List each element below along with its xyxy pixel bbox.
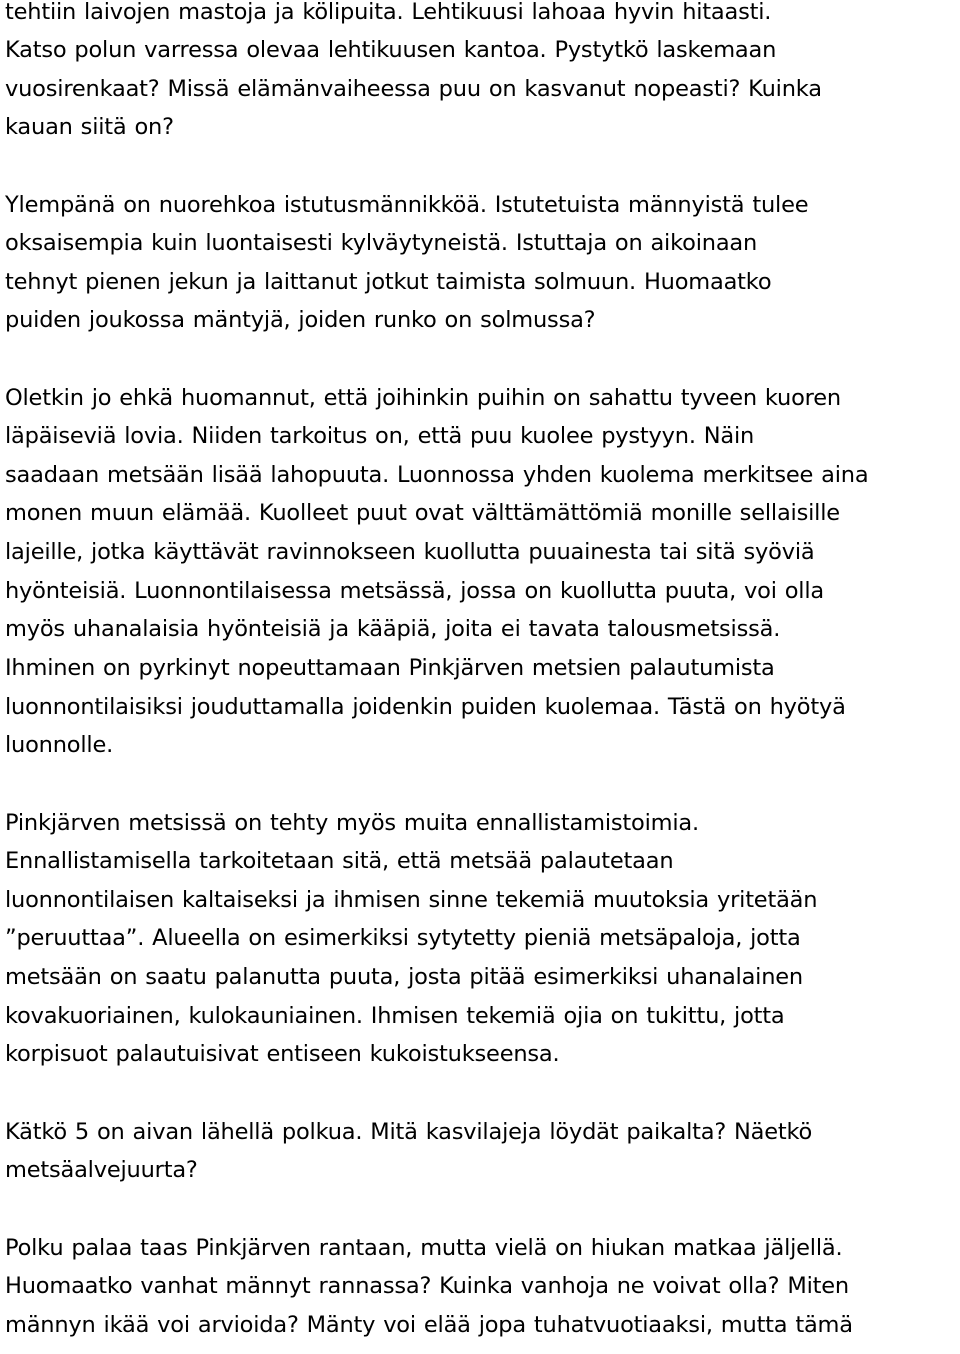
- text-line: tehnyt pienen jekun ja laittanut jotkut taimista solmuun. Huomaatko: [5, 269, 772, 295]
- text-line: hyönteisiä. Luonnontilaisessa metsässä, jossa on kuollutta puuta, voi olla: [5, 578, 824, 604]
- text-line: myös uhanalaisia hyönteisiä ja kääpiä, joita ei tavata talousmetsissä.: [5, 616, 781, 642]
- text-line: puiden joukossa mäntyjä, joiden runko on solmussa?: [5, 307, 596, 333]
- text-line: Ihminen on pyrkinyt nopeuttamaan Pinkjärven metsien palautumista: [5, 655, 775, 681]
- text-line: männyn ikää voi arvioida? Mänty voi elää jopa tuhatvuotiaaksi, mutta tämä: [5, 1312, 853, 1338]
- text-line: metsään on saatu palanutta puuta, josta pitää esimerkiksi uhanalainen: [5, 964, 803, 990]
- text-line: luonnontilaisiksi jouduttamalla joidenkin puiden kuolemaa. Tästä on hyötyä: [5, 694, 846, 720]
- text-line: Polku palaa taas Pinkjärven rantaan, mutta vielä on hiukan matkaa jäljellä.: [5, 1235, 843, 1261]
- text-line: läpäiseviä lovia. Niiden tarkoitus on, että puu kuolee pystyyn. Näin: [5, 423, 755, 449]
- text-line: oksaisempia kuin luontaisesti kylväytyneistä. Istuttaja on aikoinaan: [5, 230, 758, 256]
- text-line: Oletkin jo ehkä huomannut, että joihinkin puihin on sahattu tyveen kuoren: [5, 385, 841, 411]
- text-line: Katso polun varressa olevaa lehtikuusen kantoa. Pystytkö laskemaan: [5, 37, 777, 63]
- text-line: saadaan metsään lisää lahopuuta. Luonnossa yhden kuolema merkitsee aina: [5, 462, 869, 488]
- text-line: Pinkjärven metsissä on tehty myös muita ennallistamistoimia.: [5, 810, 699, 836]
- text-line: korpisuot palautuisivat entiseen kukoistukseensa.: [5, 1041, 560, 1067]
- text-line: luonnolle.: [5, 732, 114, 758]
- text-line: vuosirenkaat? Missä elämänvaiheessa puu on kasvanut nopeasti? Kuinka: [5, 76, 822, 102]
- text-line: ”peruuttaa”. Alueella on esimerkiksi sytytetty pieniä metsäpaloja, jotta: [5, 925, 801, 951]
- text-line: Huomaatko vanhat männyt rannassa? Kuinka vanhoja ne voivat olla? Miten: [5, 1273, 849, 1299]
- text-line: metsäalvejuurta?: [5, 1157, 198, 1183]
- text-line: lajeille, jotka käyttävät ravinnokseen kuollutta puuainesta tai sitä syöviä: [5, 539, 815, 565]
- text-line: kovakuoriainen, kulokauniainen. Ihmisen tekemiä ojia on tukittu, jotta: [5, 1003, 785, 1029]
- text-line: luonnontilaisen kaltaiseksi ja ihmisen sinne tekemiä muutoksia yritetään: [5, 887, 818, 913]
- text-line: Kätkö 5 on aivan lähellä polkua. Mitä kasvilajeja löydät paikalta? Näetkö: [5, 1119, 813, 1145]
- text-line: monen muun elämää. Kuolleet puut ovat välttämättömiä monille sellaisille: [5, 500, 840, 526]
- text-line: tehtiin laivojen mastoja ja kölipuita. Lehtikuusi lahoaa hyvin hitaasti.: [5, 0, 772, 25]
- text-line: Ylempänä on nuorehkoa istutusmännikköä. Istutetuista männyistä tulee: [5, 192, 809, 218]
- text-line: kauan siitä on?: [5, 114, 174, 140]
- text-line: Ennallistamisella tarkoitetaan sitä, että metsää palautetaan: [5, 848, 674, 874]
